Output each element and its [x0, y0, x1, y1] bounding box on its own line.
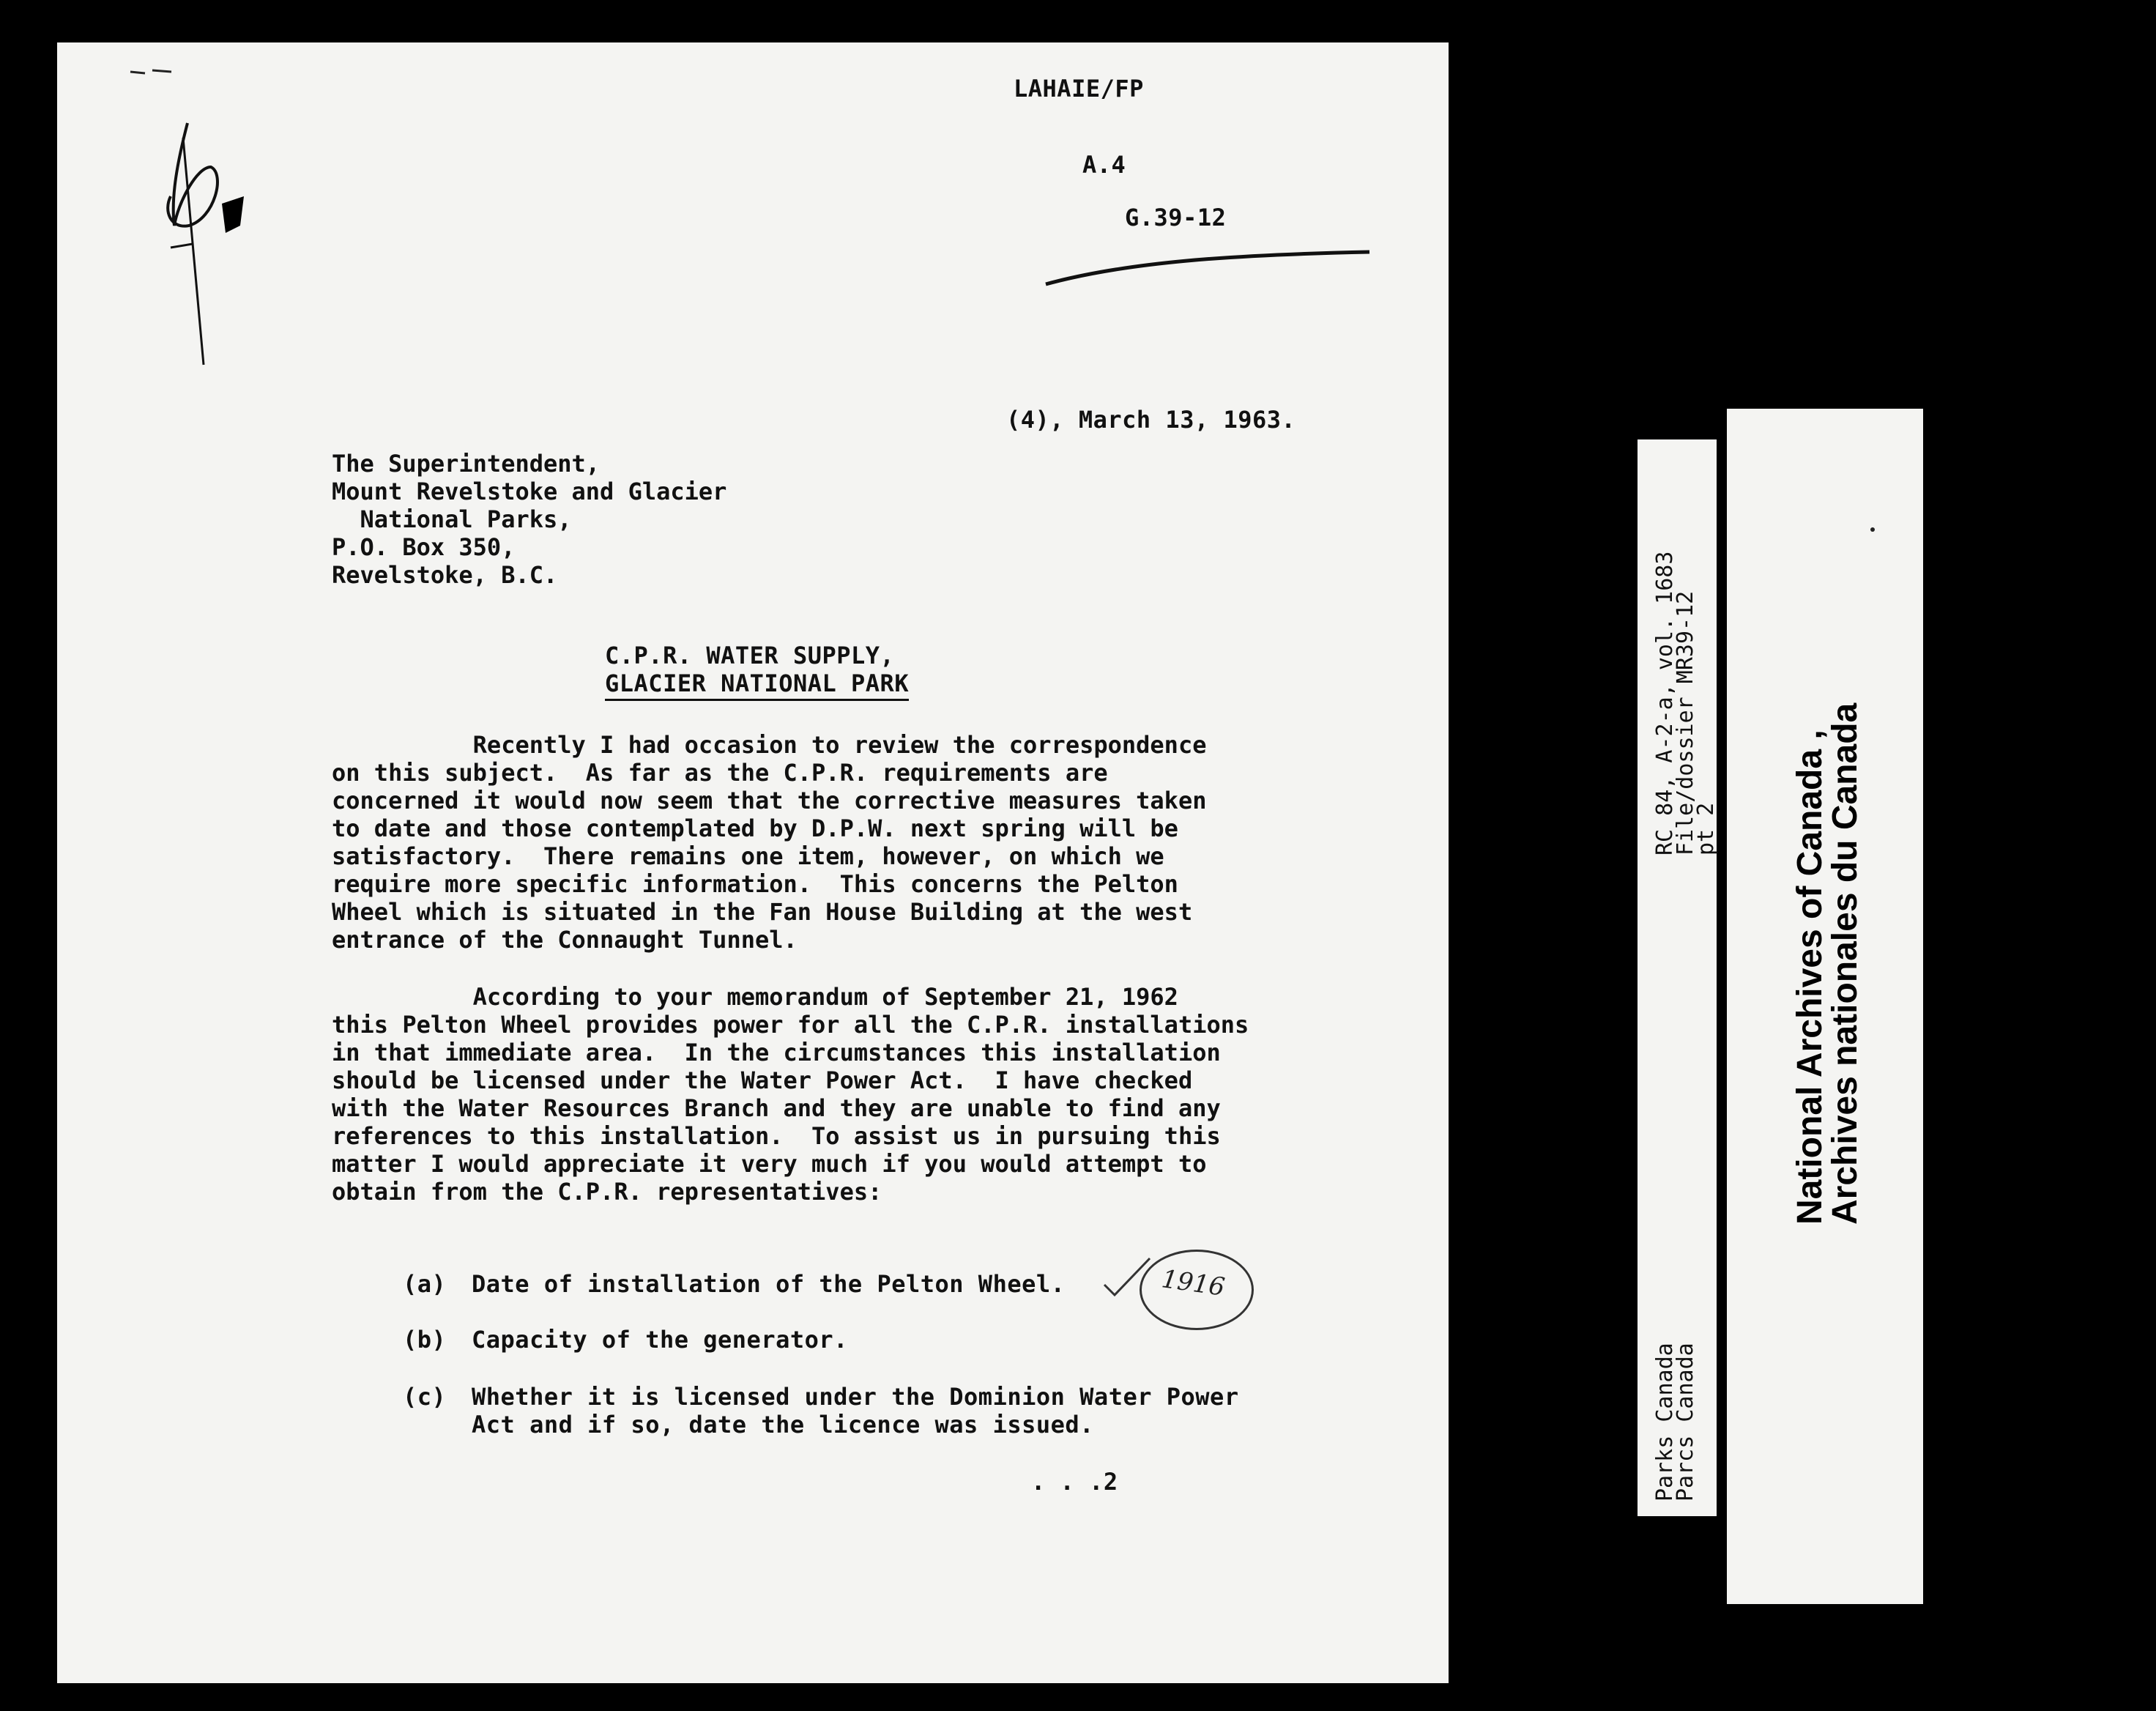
- item-c-text: Act and if so, date the licence was issued.: [472, 1411, 1094, 1439]
- handwritten-note: 1916: [1159, 1264, 1227, 1302]
- paragraph-1: [332, 731, 1430, 954]
- item-a-marker: (a): [403, 1270, 447, 1298]
- subject-line-1: C.P.R. WATER SUPPLY,: [605, 642, 895, 669]
- archives-name-en: National Archives of Canada ,: [1791, 730, 1829, 1225]
- archive-ref-line-2: File/dossier MR39-12: [1673, 590, 1698, 856]
- address-line: Revelstoke, B.C.: [332, 561, 558, 589]
- agency-line-2: Parcs Canada: [1673, 1343, 1698, 1502]
- paragraph-2: [332, 983, 1430, 1206]
- paragraph-line: matter I would appreciate it very much if you would attempt to: [332, 1150, 1207, 1178]
- item-b-text: Capacity of the generator.: [472, 1326, 848, 1354]
- archive-ref-line-3: pt 2: [1693, 802, 1719, 856]
- reference-g39: G.39-12: [1125, 204, 1227, 231]
- archive-ref-line-1: RC 84, A-2-a, vol. 1683: [1652, 551, 1678, 856]
- item-a-text: Date of installation of the Pelton Wheel.: [472, 1270, 1066, 1298]
- archive-reference-label: [1638, 439, 1717, 1516]
- address-line: The Superintendent,: [332, 450, 601, 478]
- paragraph-line: this Pelton Wheel provides power for all the C.P.R. installations: [332, 1011, 1249, 1039]
- address-line: P.O. Box 350,: [332, 533, 516, 561]
- paragraph-line: obtain from the C.P.R. representatives:: [332, 1178, 882, 1206]
- paragraph-line: concerned it would now seem that the corrective measures taken: [332, 787, 1207, 814]
- agency-line-1: Parks Canada: [1652, 1343, 1678, 1502]
- paragraph-line: satisfactory. There remains one item, however, on which we: [332, 842, 1164, 870]
- file-reference: LAHAIE/FP: [1014, 75, 1144, 103]
- item-b-marker: (b): [403, 1326, 447, 1354]
- subject-line-2: GLACIER NATIONAL PARK: [605, 669, 909, 701]
- handwritten-underline: [1038, 226, 1375, 292]
- letter-page: [57, 42, 1449, 1683]
- paragraph-line: Recently I had occasion to review the correspondence: [332, 731, 1207, 759]
- paragraph-line: entrance of the Connaught Tunnel.: [332, 926, 798, 954]
- paragraph-line: According to your memorandum of September 21, 1962: [332, 983, 1178, 1011]
- paragraph-line: should be licensed under the Water Power Act. I have checked: [332, 1066, 1193, 1094]
- label-speck: [1870, 527, 1875, 532]
- handwritten-initials: [101, 57, 248, 394]
- paragraph-line: references to this installation. To assist us in pursuing this: [332, 1122, 1221, 1150]
- paragraph-line: Wheel which is situated in the Fan House Building at the west: [332, 898, 1193, 926]
- paragraph-line: to date and those contemplated by D.P.W. next spring will be: [332, 814, 1178, 842]
- item-c-marker: (c): [403, 1383, 447, 1411]
- address-line: Mount Revelstoke and Glacier: [332, 478, 727, 505]
- recipient-address: [332, 450, 1430, 589]
- paragraph-line: require more specific information. This concerns the Pelton: [332, 870, 1178, 898]
- address-line: National Parks,: [332, 505, 572, 533]
- paragraph-line: with the Water Resources Branch and they are unable to find any: [332, 1094, 1221, 1122]
- archives-label: [1727, 409, 1923, 1604]
- archives-name-fr: Archives nationales du Canada: [1826, 702, 1865, 1225]
- reference-a4: A.4: [1082, 151, 1126, 179]
- letter-date: (4), March 13, 1963.: [1006, 406, 1296, 434]
- paragraph-line: on this subject. As far as the C.P.R. requirements are: [332, 759, 1108, 787]
- item-c-text: Whether it is licensed under the Dominion Water Power: [472, 1383, 1239, 1411]
- paragraph-line: in that immediate area. In the circumstances this installation: [332, 1039, 1221, 1066]
- continuation-marker: . . .2: [1031, 1468, 1118, 1496]
